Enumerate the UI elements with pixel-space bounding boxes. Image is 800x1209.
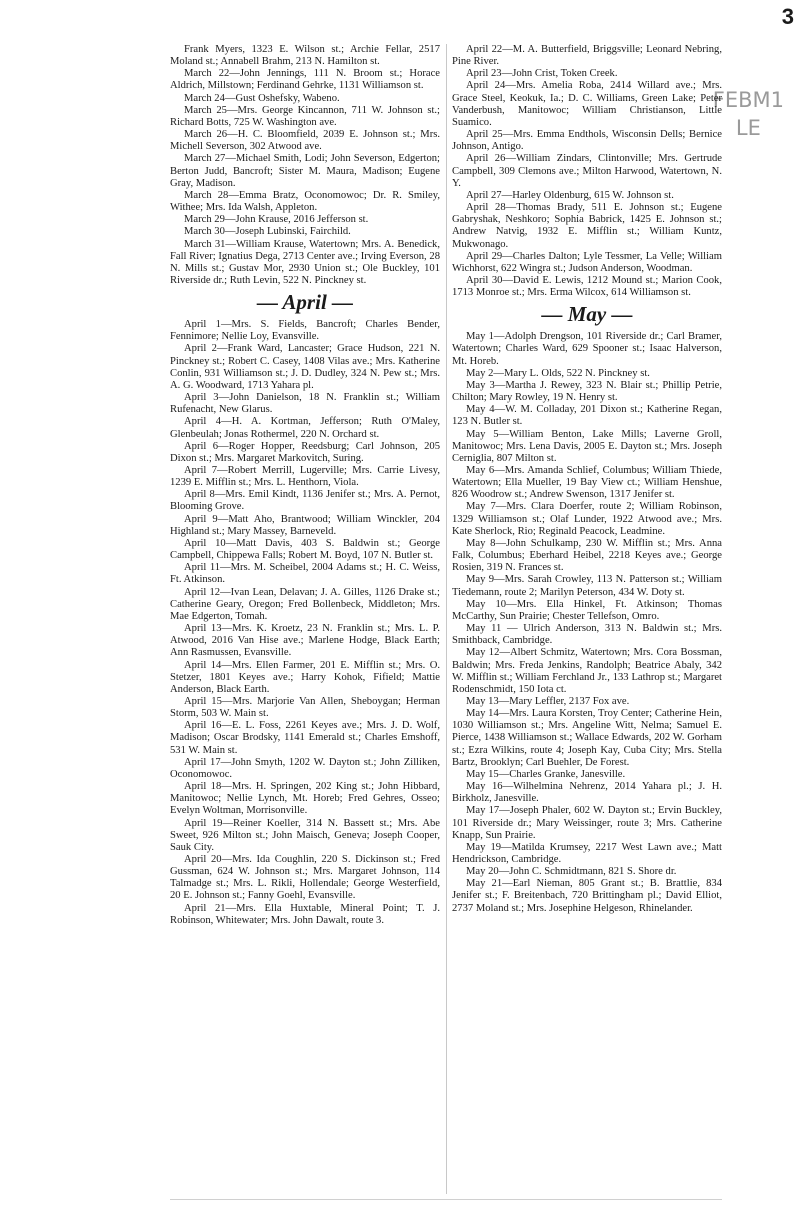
obituary-entry: April 14—Mrs. Ellen Farmer, 201 E. Mifflin st.; Mrs. O. Stetzer, 1801 Keyes ave.; Harry Kohok, Fifield; Mattie Anderson, Black Earth.	[170, 659, 440, 695]
obituary-entry: March 31—William Krause, Watertown; Mrs. A. Benedick, Fall River; Ignatius Dega, 2713 Center ave.; Irving Everson, 28 N. Mills st.; Gustav Mor, 2930 Union st.; Ole Buckley, 101 Riverside dr.; Ruth Levin, 522 N. Pinckney st.	[170, 238, 440, 286]
obituary-entry: March 28—Emma Bratz, Oconomowoc; Dr. R. Smiley, Withee; Mrs. Ida Walsh, Appleton.	[170, 189, 440, 214]
obituary-entry: March 25—Mrs. George Kincannon, 711 W. Johnson st.; Richard Botts, 725 W. Washington ave.	[170, 104, 440, 128]
column-divider	[446, 44, 447, 1194]
obituary-entry: April 19—Reiner Koeller, 314 N. Bassett st.; Mrs. Abe Sweet, 926 Milton st.; John Maisch, Geneva; Joseph Cooper, Sauk City.	[170, 817, 440, 853]
obituary-entry: April 4—H. A. Kortman, Jefferson; Ruth O'Maley, Glenbeulah; Jonas Rothermel, 220 N. Orchard st.	[170, 416, 440, 440]
obituary-entry: May 12—Albert Schmitz, Watertown; Mrs. Cora Bossman, Baldwin; Mrs. Freda Jenkins, Randolph; Beatrice Abaly, 342 W. Mifflin st.; William Ferchland Jr., 133 Lathrop st.; Margaret Rodenschmidt, 150 Iota ct.	[452, 647, 722, 695]
obituary-entry: April 6—Roger Hopper, Reedsburg; Carl Johnson, 205 Dixon st.; Mrs. Margaret Markovitch, Suring.	[170, 440, 440, 464]
obituary-entry: April 17—John Smyth, 1202 W. Dayton st.; John Zilliken, Oconomowoc.	[170, 756, 440, 780]
obituary-entry: March 27—Michael Smith, Lodi; John Severson, Edgerton; Berton Judd, Bancroft; Sister M. Maura, Madison; Eugene Gray, Madison.	[170, 153, 440, 189]
month-heading: — April —	[256, 290, 354, 315]
obituary-entry: Frank Myers, 1323 E. Wilson st.; Archie Fellar, 2517 Moland st.; Annabell Brahm, 213 N. Hamilton st.	[170, 44, 440, 68]
obituary-entry: May 4—W. M. Colladay, 201 Dixon st.; Katherine Regan, 123 N. Butler st.	[452, 404, 722, 428]
obituary-entry: May 13—Mary Leffler, 2137 Fox ave.	[466, 695, 630, 707]
right-column	[452, 44, 722, 915]
obituary-entry: May 19—Matilda Krumsey, 2217 West Lawn ave.; Matt Hendrickson, Cambridge.	[452, 841, 722, 865]
bottom-divider	[170, 1199, 722, 1200]
obituary-entry: May 10—Mrs. Ella Hinkel, Ft. Atkinson; Thomas McCarthy, Sun Prairie; Chester Tellefson, Omro.	[452, 598, 722, 622]
obituary-entry: March 22—John Jennings, 111 N. Broom st.; Horace Aldrich, Millstown; Ferdinand Gehrke, 1131 Williamson st.	[170, 68, 440, 92]
obituary-entry: April 11—Mrs. M. Scheibel, 2004 Adams st.; H. C. Weiss, Ft. Atkinson.	[170, 562, 440, 586]
obituary-entry: April 27—Harley Oldenburg, 615 W. Johnson st.	[466, 189, 674, 201]
obituary-entry: May 1—Adolph Drengson, 101 Riverside dr.; Carl Bramer, Watertown; Charles Ward, 629 Spooner st.; Isaac Halverson, Mt. Horeb.	[452, 331, 722, 367]
obituary-entry: March 26—H. C. Bloomfield, 2039 E. Johnson st.; Mrs. Michell Severson, 302 Atwood ave.	[170, 129, 440, 153]
obituary-entry: March 29—John Krause, 2016 Jefferson st.	[184, 214, 369, 226]
handwritten-line: LE	[735, 116, 761, 140]
obituary-entry: April 26—William Zindars, Clintonville; Mrs. Gertrude Campbell, 309 Clemons ave.; Milton Harwood, Watertown, N. Y.	[452, 153, 722, 189]
obituary-entry: April 12—Ivan Lean, Delavan; J. A. Gilles, 1126 Drake st.; Catherine Geary, Oregon; Fred Bollenbeck, Middleton; Mrs. Mae Edgerton, Tomah.	[170, 586, 440, 622]
obituary-entry: April 28—Thomas Brady, 511 E. Johnson st.; Eugene Gabryshak, Neshkoro; Sophia Babrick, 1425 E. Johnson st.; Andrew Natvig, 1932 E. Mifflin st.; William Kuntz, Mukwonago.	[452, 202, 722, 250]
obituary-entry: May 3—Martha J. Rewey, 323 N. Blair st.; Phillip Petrie, Chilton; Mary Rowley, 19 N. Henry st.	[452, 379, 722, 404]
obituary-entry: April 21—Mrs. Ella Huxtable, Mineral Point; T. J. Robinson, Whitewater; Mrs. John Dawalt, route 3.	[170, 902, 440, 926]
obituary-entry: March 30—Joseph Lubinski, Fairchild.	[184, 226, 351, 238]
obituary-entry: May 15—Charles Granke, Janesville.	[466, 768, 626, 780]
left-column	[170, 44, 440, 927]
page-number: 3	[781, 4, 794, 29]
obituary-entry: April 10—Matt Davis, 403 S. Baldwin st.; George Campbell, Chippewa Falls; Robert M. Boyd, 107 N. Butler st.	[170, 537, 440, 562]
obituary-entry: April 3—John Danielson, 18 N. Franklin st.; William Rufenacht, New Glarus.	[170, 392, 440, 416]
obituary-entry: May 20—John C. Schmidtmann, 821 S. Shore dr.	[466, 866, 677, 878]
obituary-entry: May 21—Earl Nieman, 805 Grant st.; B. Brattlie, 834 Jenifer st.; F. Breitenbach, 720 Brittingham pl.; David Elliot, 2737 Moland st.; Mrs. Josephine Helgeson, Rhinelander.	[452, 878, 722, 914]
obituary-entry: April 9—Matt Aho, Brantwood; William Winckler, 204 Highland st.; Mary Massey, Barneveld.	[170, 513, 440, 537]
obituary-entry: April 13—Mrs. K. Kroetz, 23 N. Franklin st.; Mrs. L. P. Atwood, 2016 Van Hise ave.; Marlene Hodge, Black Earth; Ann Rasmussen, Evansville.	[170, 623, 440, 659]
obituary-entry: April 22—M. A. Butterfield, Briggsville; Leonard Nebring, Pine River.	[452, 44, 722, 68]
handwritten-annotation	[713, 86, 784, 142]
obituary-entry: May 11 — Ulrich Anderson, 313 N. Baldwin st.; Mrs. Smithback, Cambridge.	[452, 623, 722, 647]
obituary-entry: May 6—Mrs. Amanda Schlief, Columbus; William Thiede, Watertown; Ella Mueller, 19 Bay View ct.; William Henshue, 826 Woodrow st.; Andrew Swenson, 1317 Jenifer st.	[452, 465, 722, 501]
obituary-entry: April 29—Charles Dalton; Lyle Tessmer, La Velle; William Wichhorst, 622 Wingra st.; Judson Anderson, Woodman.	[452, 250, 722, 274]
obituary-entry: April 25—Mrs. Emma Endthols, Wisconsin Dells; Bernice Johnson, Antigo.	[452, 129, 722, 153]
obituary-entry: May 7—Mrs. Clara Doerfer, route 2; William Robinson, 1329 Williamson st.; Olaf Lunder, 1922 Atwood ave.; Mrs. Kate Sherlock, Rio; Reginald Peacock, Leadmine.	[452, 501, 722, 537]
obituary-entry: April 1—Mrs. S. Fields, Bancroft; Charles Bender, Fennimore; Nellie Loy, Evansville.	[170, 319, 440, 343]
obituary-entry: March 24—Gust Oshefsky, Wabeno.	[184, 92, 340, 104]
obituary-entry: April 16—E. L. Foss, 2261 Keyes ave.; Mrs. J. D. Wolf, Madison; Oscar Brodsky, 1141 Emerald st.; Charles Emshoff, 531 W. Main st.	[170, 720, 440, 756]
obituary-entry: May 2—Mary L. Olds, 522 N. Pinckney st.	[466, 367, 650, 379]
obituary-entry: April 18—Mrs. H. Springen, 202 King st.; John Hibbard, Manitowoc; Nellie Lynch, Mt. Horeb; Fred Gehres, Osseo; Evelyn Woltman, Morrisonville.	[170, 781, 440, 817]
obituary-entry: May 8—John Schulkamp, 230 W. Mifflin st.; Mrs. Anna Falk, Columbus; Eberhard Heibel, 2218 Keyes ave.; George Rosien, 319 N. Frances st.	[452, 537, 722, 574]
obituary-entry: April 30—David E. Lewis, 1212 Mound st.; Marion Cook, 1713 Monroe st.; Mrs. Erma Wilcox, 614 Williamson st.	[452, 274, 722, 299]
obituary-entry: April 23—John Crist, Token Creek.	[466, 68, 618, 80]
obituary-entry: May 14—Mrs. Laura Korsten, Troy Center; Catherine Hein, 1030 Williamson st.; Mrs. Angeline Witt, Nelma; Samuel E. Pierce, 1438 Williamson st.; Wallace Edwards, 202 W. Gorham st.; Ezra Wilkins, route 4; Joseph Kay, Cuba City; Mrs. Stella Bartz, Brooklyn; Carl Buehler, De Forest.	[452, 708, 722, 768]
obituary-entry: April 8—Mrs. Emil Kindt, 1136 Jenifer st.; Mrs. A. Pernot, Blooming Grove.	[170, 489, 440, 513]
obituary-entry: May 9—Mrs. Sarah Crowley, 113 N. Patterson st.; William Tiedemann, route 2; Marilyn Peterson, 434 W. Doty st.	[452, 574, 722, 598]
obituary-entry: May 5—William Benton, Lake Mills; Laverne Groll, Manitowoc; Mrs. Lena Davis, 2005 E. Dayton st.; Mrs. Joseph Cerniglia, 807 Milton st.	[452, 428, 722, 464]
obituary-entry: May 17—Joseph Phaler, 602 W. Dayton st.; Ervin Buckley, 101 Riverside dr.; Mary Weissinger, route 3; Mrs. Catherine Knapp, Sun Prairie.	[452, 805, 722, 841]
month-heading: — May —	[541, 302, 633, 327]
obituary-entry: April 15—Mrs. Marjorie Van Allen, Sheboygan; Herman Storm, 503 W. Main st.	[170, 695, 440, 720]
obituary-entry: April 7—Robert Merrill, Lugerville; Mrs. Carrie Livesy, 1239 E. Mifflin st.; Mrs. L. Henthorn, Viola.	[170, 465, 440, 489]
obituary-entry: April 20—Mrs. Ida Coughlin, 220 S. Dickinson st.; Fred Gussman, 624 W. Johnson st.; Mrs. Margaret Johnson, 114 Talmadge st.; Mrs. L. Rikli, Hollendale; George Westerfield, 20 E. Johnson st.; Fanny Goehl, Evansville.	[170, 854, 440, 902]
obituary-entry: April 24—Mrs. Amelia Roba, 2414 Willard ave.; Mrs. Grace Steel, Keokuk, Ia.; D. C. Williams, Green Lake; Peter Vanderbush, Manitowoc; William Christianson, Little Suamico.	[452, 80, 722, 128]
obituary-entry: April 2—Frank Ward, Lancaster; Grace Hudson, 221 N. Pinckney st.; Robert C. Casey, 1408 Vilas ave.; Mrs. Katherine Conlin, 931 Williamson st.; J. D. Dudley, 324 N. Pew st.; Mrs. A. G. Woodward, 1713 Yahara pl.	[170, 343, 440, 391]
handwritten-line: FEBM1	[712, 88, 784, 112]
obituary-entry: May 16—Wilhelmina Nehrenz, 2014 Yahara pl.; J. H. Birkholz, Janesville.	[452, 781, 722, 805]
